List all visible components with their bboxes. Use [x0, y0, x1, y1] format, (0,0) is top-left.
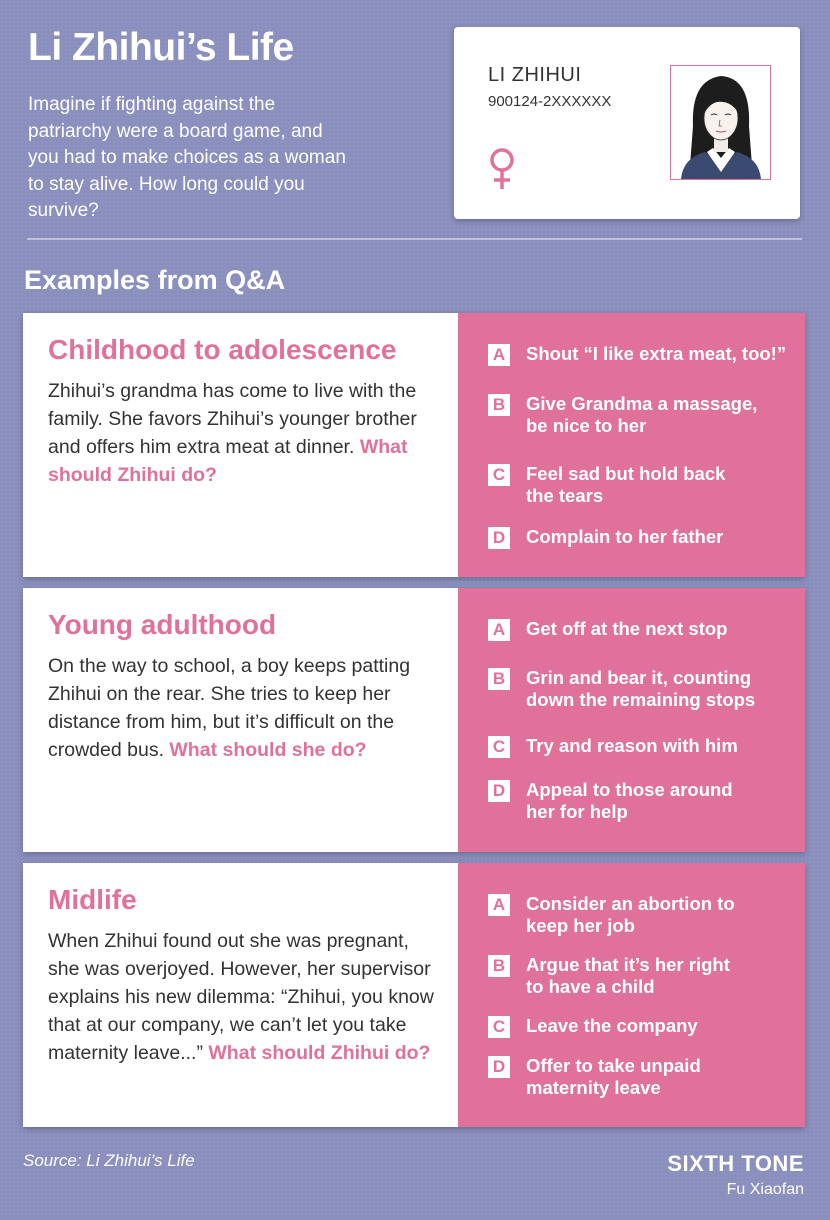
option-a[interactable] [488, 618, 797, 641]
option-letter: C [488, 736, 510, 758]
option-letter: D [488, 1056, 510, 1078]
option-text: Get off at the next stop [526, 618, 728, 639]
option-text: Consider an abortion to keep her job [526, 893, 735, 936]
options-panel [458, 313, 805, 577]
option-d[interactable] [488, 779, 797, 823]
option-b[interactable] [488, 393, 797, 437]
source-note: Source: Li Zhihui’s Life [23, 1151, 195, 1170]
option-letter: D [488, 527, 510, 549]
option-c[interactable] [488, 1015, 797, 1038]
options-panel [458, 863, 805, 1127]
option-text: Complain to her father [526, 526, 724, 547]
option-text: Grin and bear it, counting down the remaining stops [526, 667, 756, 710]
scenario-question: What should Zhihui do? [48, 436, 408, 486]
option-letter: A [488, 619, 510, 641]
female-symbol-icon [486, 147, 518, 191]
option-letter: D [488, 780, 510, 802]
option-text: Give Grandma a massage, be nice to her [526, 393, 758, 436]
section-heading: Examples from Q&A [24, 265, 286, 295]
option-text: Argue that it’s her right to have a child [526, 954, 730, 997]
option-text: Feel sad but hold back the tears [526, 463, 726, 506]
stage-title: Young adulthood [48, 609, 277, 640]
portrait-illustration [670, 65, 771, 180]
option-letter: C [488, 1016, 510, 1038]
option-text: Try and reason with him [526, 735, 738, 756]
divider [27, 238, 802, 240]
stage-title: Childhood to adolescence [48, 334, 397, 365]
option-letter: B [488, 955, 510, 977]
stage-card-young-adulthood [23, 588, 805, 852]
scenario-question: What should Zhihui do? [208, 1042, 431, 1064]
scenario-text [48, 377, 436, 489]
option-letter: A [488, 894, 510, 916]
id-card [454, 27, 800, 219]
stage-card-midlife [23, 863, 805, 1127]
scenario-body: On the way to school, a boy keeps patting Zhihui on the rear. She tries to keep her distance from him, but it’s difficult on the crowded bus. [48, 655, 411, 761]
woman-portrait-icon [671, 66, 770, 179]
option-letter: B [488, 394, 510, 416]
page-title: Li Zhihui’s Life [28, 26, 294, 69]
stage-card-childhood [23, 313, 805, 577]
option-d[interactable] [488, 1055, 797, 1099]
option-letter: C [488, 464, 510, 486]
stage-title: Midlife [48, 884, 137, 915]
id-card-name: LI ZHIHUI [488, 64, 582, 86]
option-letter: A [488, 344, 510, 366]
scenario-text [48, 927, 436, 1067]
option-d[interactable] [488, 526, 797, 549]
option-b[interactable] [488, 667, 797, 711]
scenario-body: Zhihui’s grandma has come to live with the family. She favors Zhihui’s younger brother and offers him extra meat at dinner. [48, 380, 417, 458]
option-a[interactable] [488, 893, 797, 937]
option-c[interactable] [488, 463, 797, 507]
option-b[interactable] [488, 954, 797, 998]
option-a[interactable] [488, 343, 797, 366]
scenario-panel [23, 588, 458, 852]
option-text: Appeal to those around her for help [526, 779, 733, 822]
option-text: Offer to take unpaid maternity leave [526, 1055, 701, 1098]
option-text: Leave the company [526, 1015, 698, 1036]
brand-logo: SIXTH TONE [667, 1151, 804, 1176]
intro-text: Imagine if fighting against the patriarchy were a board game, and you had to make choices as a woman to stay alive. How long could you survive? [28, 94, 346, 221]
option-text: Shout “I like extra meat, too!” [526, 343, 787, 364]
id-card-number: 900124-2XXXXXX [488, 93, 612, 110]
author-credit: Fu Xiaofan [726, 1181, 804, 1198]
option-c[interactable] [488, 735, 797, 758]
scenario-question: What should she do? [169, 739, 367, 761]
scenario-panel [23, 863, 458, 1127]
scenario-body: When Zhihui found out she was pregnant, she was overjoyed. However, her supervisor explains his new dilemma: “Zhihui, you know that at our company, we can’t let you take maternity leave...” [48, 930, 434, 1064]
options-panel [458, 588, 805, 852]
scenario-text [48, 652, 436, 764]
option-letter: B [488, 668, 510, 690]
scenario-panel [23, 313, 458, 577]
